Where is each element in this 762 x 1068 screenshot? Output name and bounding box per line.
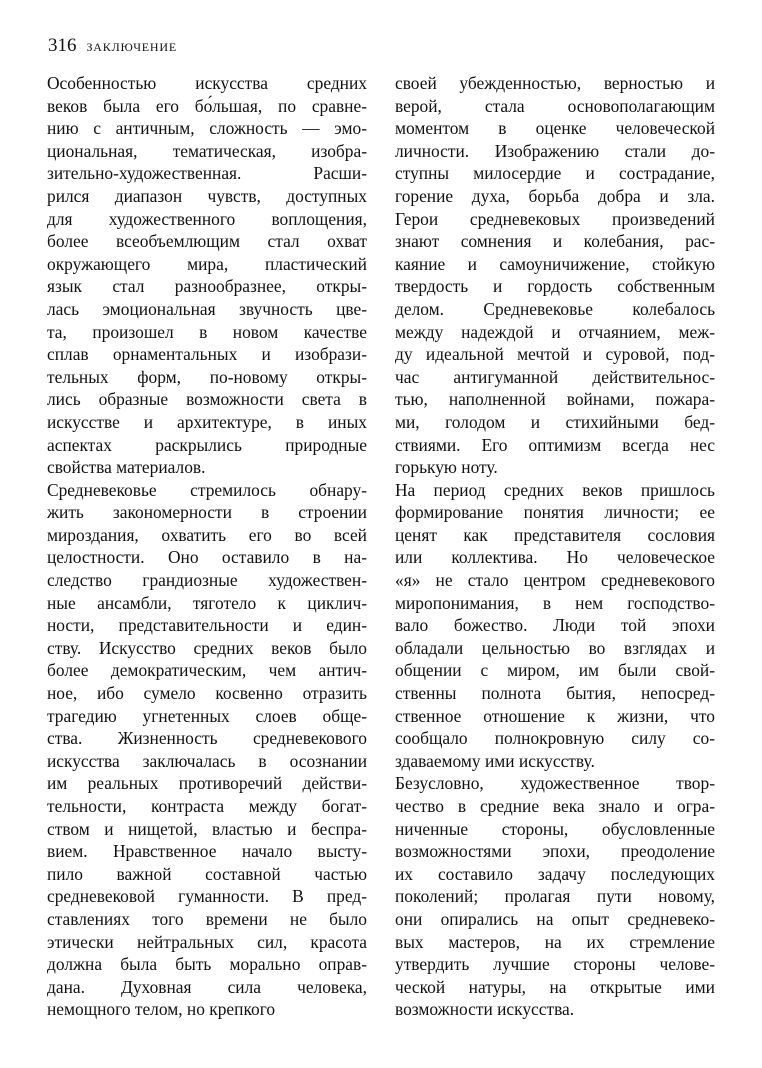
text-line: немощного телом, но крепкого — [47, 999, 276, 1020]
text-line: ценят как представителя сословия — [395, 524, 715, 545]
text-line: ное, ибо сумело косвенно отразить — [47, 683, 367, 704]
text-line: целостности. Оно оставило в на- — [47, 547, 367, 568]
text-line: между надеждой и отчаянием, меж- — [395, 321, 715, 342]
text-line: свойства материалов. — [47, 457, 206, 478]
text-line: обладали цельностью во взглядах и — [395, 637, 715, 658]
text-line: трагедию угнетенных слоев обще- — [47, 705, 367, 726]
text-line: дана. Духовная сила человека, — [47, 976, 367, 997]
text-line: тью, наполненной войнами, пожара- — [395, 389, 715, 410]
text-line: На период средних веков пришлось — [395, 479, 715, 500]
text-line: ми, голодом и стихийными бед- — [395, 411, 715, 432]
text-line: для художественного воплощения, — [47, 208, 367, 229]
text-line: поколений; пролагая пути новому, — [395, 886, 715, 907]
text-line: следство грандиозные художествен- — [47, 570, 367, 591]
text-line: ственны полнота бытия, непосред- — [395, 683, 715, 704]
text-line: вых мастеров, на их стремление — [395, 931, 715, 952]
text-line: тельности, контраста между богат- — [47, 796, 367, 816]
text-line: они опирались на опыт средневеко- — [395, 908, 715, 929]
text-line: средневековой гуманности. В пред- — [47, 886, 367, 907]
text-line: миропонимания, в нем господство- — [395, 592, 715, 613]
text-line: ственное отношение к жизни, что — [395, 705, 715, 726]
text-line: более всеобъемлющим стал охват — [47, 231, 367, 252]
text-line: утвердить лучшие стороны челове- — [395, 954, 715, 975]
text-line: лась эмоциональная звучность цве- — [47, 298, 367, 319]
text-line: искусства заключалась в осознании — [47, 750, 367, 771]
text-line: та, произошел в новом качестве — [47, 321, 367, 342]
text-line: горькую ноту. — [395, 457, 498, 478]
text-line: горение духа, борьба добра и зла. — [395, 185, 715, 206]
text-line: ствиями. Его оптимизм всегда нес — [395, 434, 715, 455]
text-line: моментом в оценке человеческой — [395, 118, 715, 139]
text-line: сообщало полнокровную силу со- — [395, 728, 715, 749]
text-line: своей убежденностью, верностью и — [395, 73, 715, 93]
text-line: знают сомнения и колебания, рас- — [395, 231, 715, 252]
text-line: общении с миром, им были свой- — [395, 660, 715, 681]
text-line: тельных форм, по-новому откры- — [47, 366, 367, 387]
running-head — [48, 34, 177, 59]
text-line: этически нейтральных сил, красота — [47, 931, 367, 952]
text-line: верой, стала основополагающим — [395, 95, 715, 116]
text-line: окружающего мира, пластический — [47, 253, 367, 274]
text-line: циональная, тематическая, изобра- — [47, 140, 367, 161]
text-line: «я» не стало центром средневекового — [395, 570, 715, 591]
text-line: личности. Изображению стали до- — [395, 140, 715, 161]
text-line: язык стал разнообразнее, откры- — [47, 276, 367, 297]
text-line: сплав орнаментальных и изобрази- — [47, 344, 367, 365]
text-line: возможностями эпохи, преодоление — [395, 841, 715, 862]
section-title: ЗАКЛЮЧЕНИЕ — [86, 40, 177, 54]
text-line: искусстве и архитектуре, в иных — [47, 411, 367, 432]
text-line: формирование понятия личности; ее — [395, 502, 715, 523]
text-line: Особенностью искусства средних — [47, 73, 367, 93]
text-line: Средневековье стремилось обнару- — [47, 479, 367, 500]
text-line: ством и нищетой, властью и беспра- — [47, 818, 367, 839]
text-line: ства. Жизненность средневекового — [47, 728, 367, 749]
text-line: ступны милосердие и сострадание, — [395, 163, 715, 184]
text-line: ниченные стороны, обусловленные — [395, 818, 715, 839]
text-line: аспектах раскрылись природные — [47, 434, 367, 455]
text-line: должна была быть морально оправ- — [47, 954, 367, 975]
page-number: 316 — [48, 35, 77, 56]
text-line: здаваемому ими искусству. — [395, 750, 595, 771]
text-line: веков была его бо́льшая, по сравне- — [47, 95, 367, 116]
text-line: Герои средневековых произведений — [395, 208, 715, 229]
text-line: нию с античным, сложность — эмо- — [47, 118, 367, 139]
text-line: ные ансамбли, тяготело к циклич- — [47, 592, 367, 613]
text-line: более демократическим, чем антич- — [47, 660, 367, 681]
text-line: им реальных противоречий действи- — [47, 773, 367, 794]
text-line: час антигуманной действительнос- — [395, 366, 715, 387]
text-line: мироздания, охватить его во всей — [47, 524, 367, 545]
text-line: ческой натуры, на открытые ими — [395, 976, 715, 997]
text-line: чество в средние века знало и огра- — [395, 796, 715, 816]
text-line: ности, представительности и един- — [47, 615, 367, 636]
text-line: делом. Средневековье колебалось — [395, 298, 715, 319]
text-line: возможности искусства. — [395, 999, 575, 1020]
text-line: каяние и самоуничижение, стойкую — [395, 253, 715, 274]
text-line: их составило задачу последующих — [395, 863, 715, 884]
right-text-column — [395, 72, 715, 1021]
left-text-column — [47, 72, 367, 1021]
text-line: лись образные возможности света в — [47, 389, 367, 410]
text-line: ству. Искусство средних веков было — [47, 637, 367, 658]
text-line: твердость и гордость собственным — [395, 276, 715, 297]
text-line: или коллектива. Но человеческое — [395, 547, 715, 568]
text-line: жить закономерности в строении — [47, 502, 367, 523]
text-line: пило важной составной частью — [47, 863, 367, 884]
text-line: рился диапазон чувств, доступных — [47, 185, 367, 206]
text-line: Безусловно, художественное твор- — [395, 773, 715, 794]
text-line: вием. Нравственное начало высту- — [47, 841, 367, 862]
text-line: вало божество. Люди той эпохи — [395, 615, 715, 636]
text-line: зительно-художественная. Расши- — [47, 163, 367, 184]
text-line: ставлениях того времени не было — [47, 908, 367, 929]
text-line: ду идеальной мечтой и суровой, под- — [395, 344, 715, 365]
